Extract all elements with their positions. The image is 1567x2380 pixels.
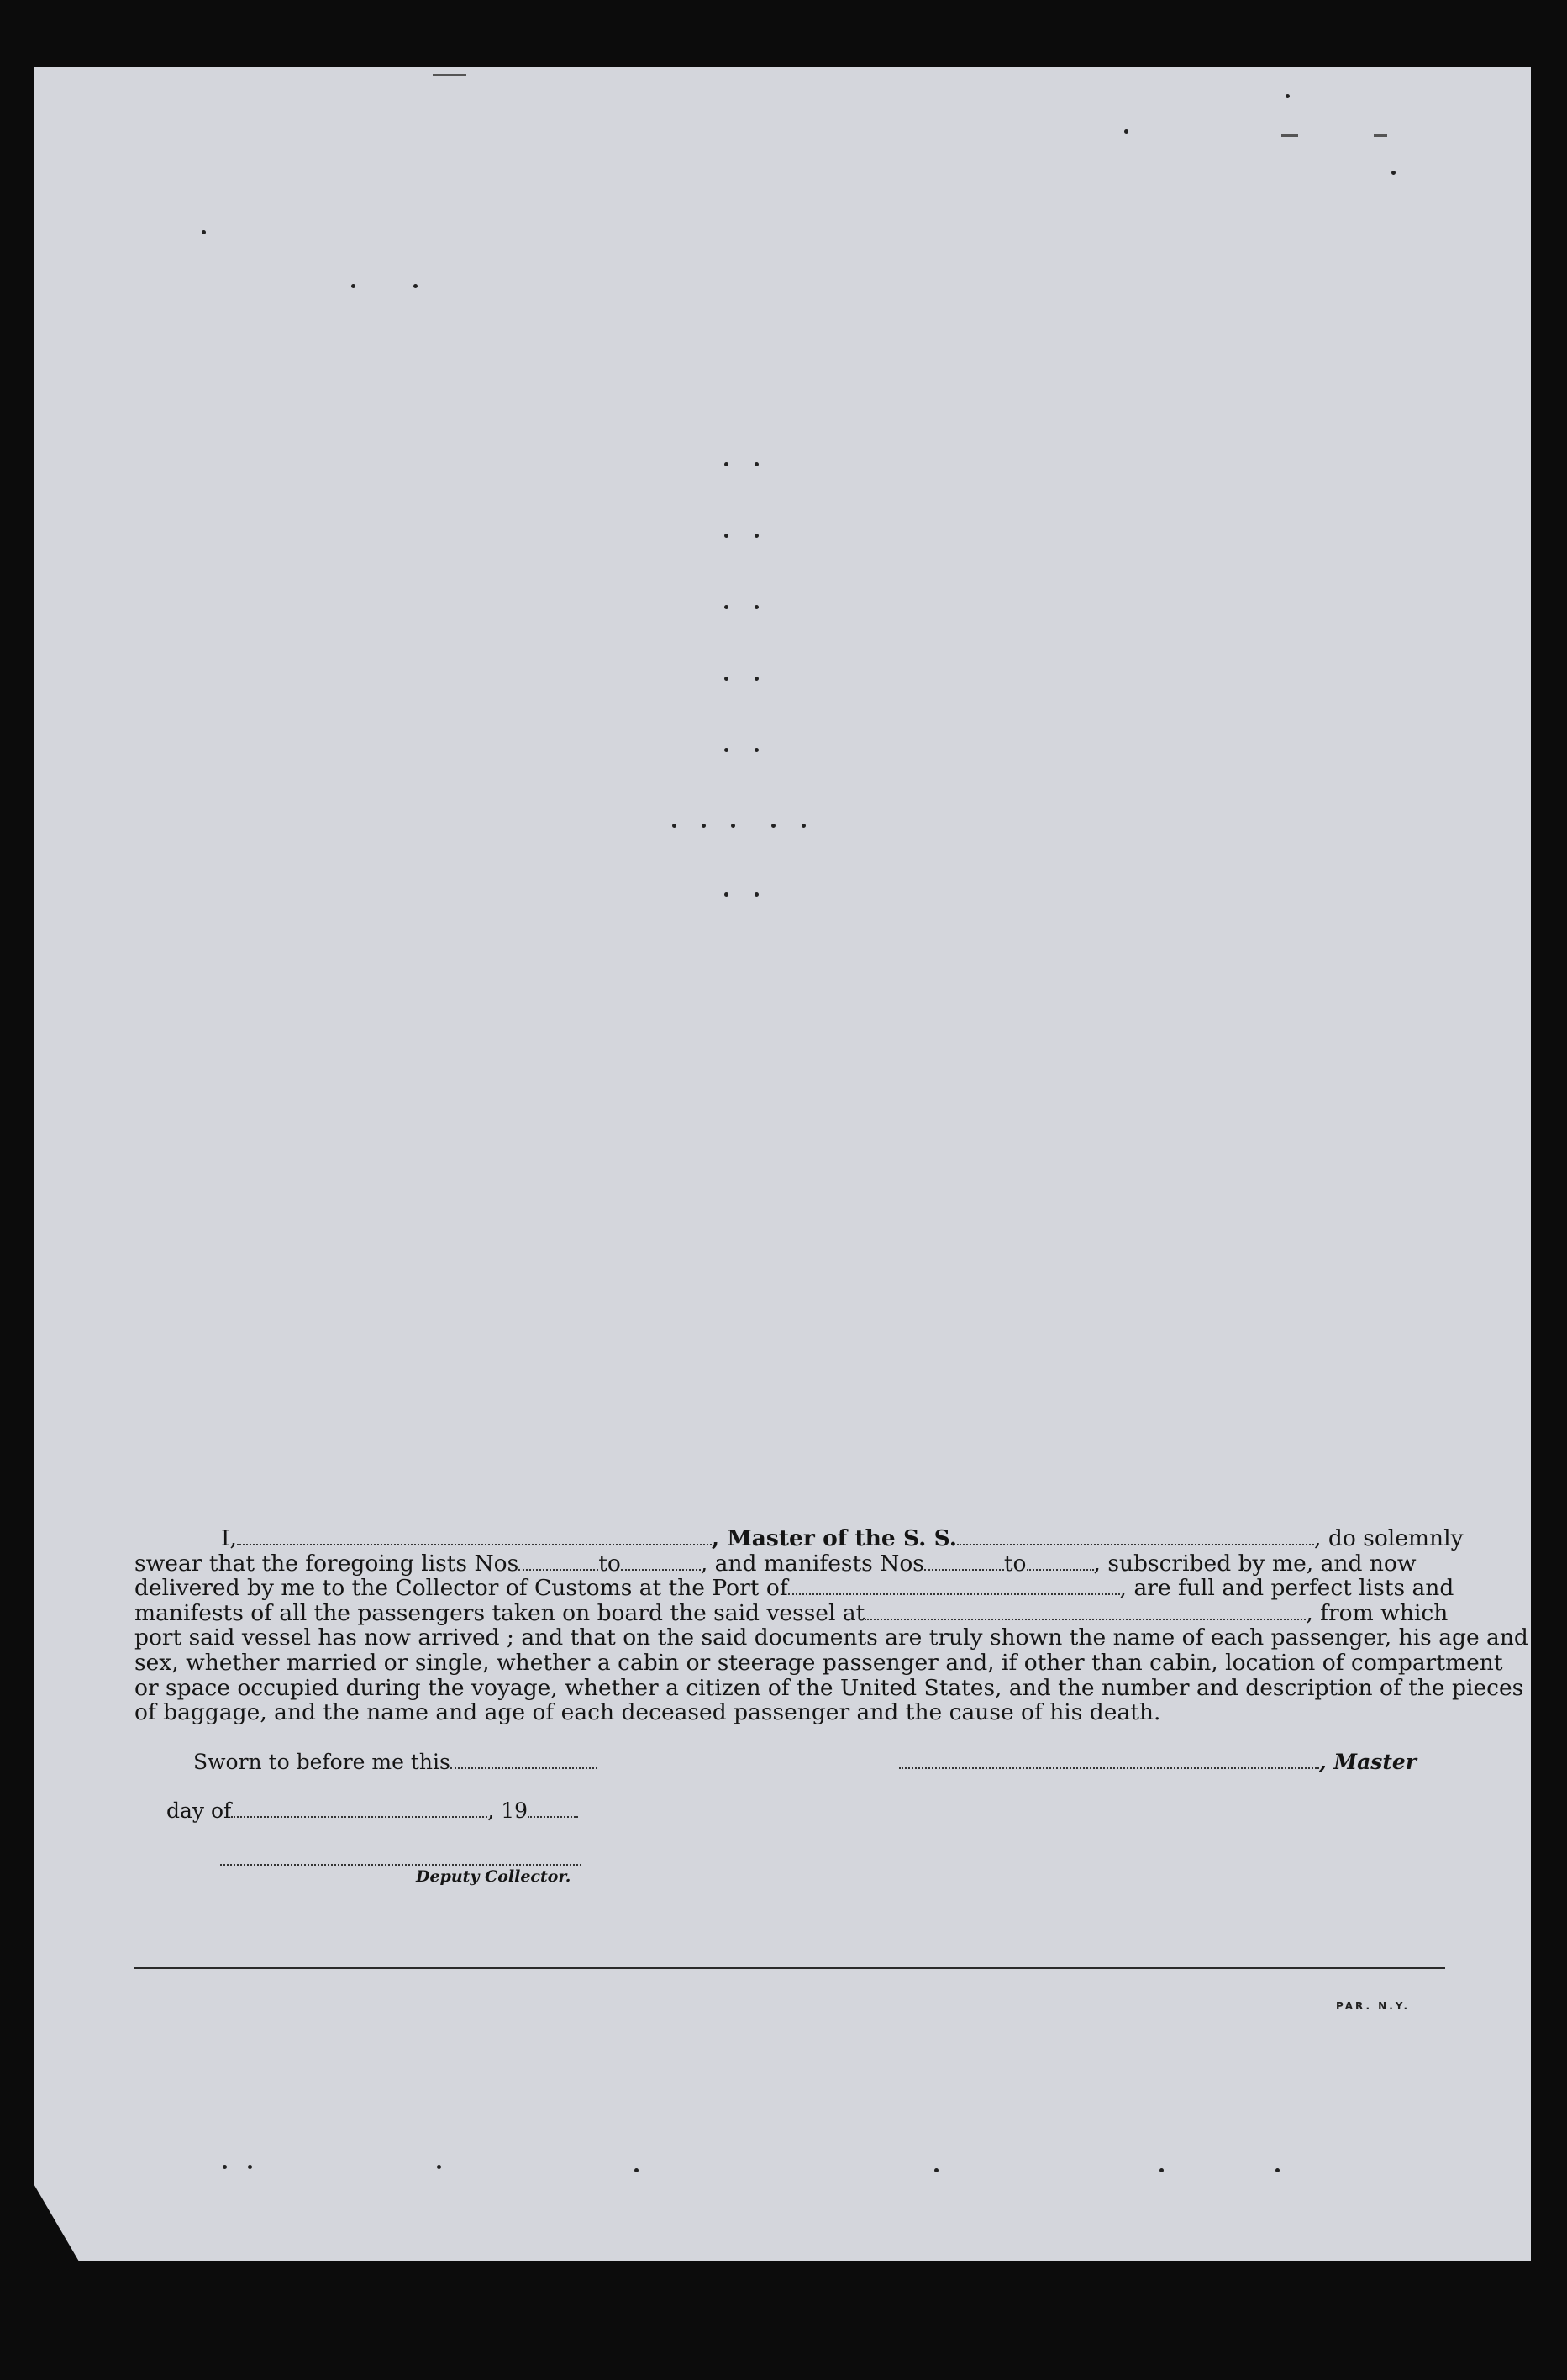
speck [755, 677, 759, 681]
manifest-from-blank [924, 1554, 1004, 1571]
speck [724, 748, 728, 752]
day-of-text: day of [166, 1798, 232, 1823]
speck [1275, 2168, 1280, 2172]
speck [223, 2165, 227, 2169]
deputy-collector-label: Deputy Collector. [416, 1867, 571, 1886]
speck [1124, 129, 1128, 134]
port-blank [788, 1578, 1120, 1595]
speck [934, 2168, 939, 2172]
departure-blank [865, 1603, 1306, 1620]
oath-text: of baggage, and the name and age of each deceased passenger and the cause of his death. [134, 1699, 1161, 1726]
oath-text: manifests of all the passengers taken on board the said vessel at [134, 1599, 865, 1626]
speck [755, 534, 759, 538]
speck [724, 534, 728, 538]
oath-line-6 [134, 1649, 1503, 1676]
speck [755, 748, 759, 752]
oath-text: , do solemnly [1314, 1525, 1464, 1551]
oath-line-8 [134, 1700, 1412, 1725]
speck [724, 462, 728, 466]
master-signature-blank [899, 1767, 1319, 1769]
master-label: , Master [1319, 1750, 1417, 1774]
speck [724, 893, 728, 897]
year-prefix: , 19 [487, 1798, 528, 1823]
sworn-line [193, 1750, 597, 1774]
speck [248, 2165, 252, 2169]
bottom-rule [134, 1967, 1445, 1969]
oath-text: , subscribed by me, and now [1093, 1550, 1417, 1577]
sworn-date-blank [450, 1767, 597, 1769]
year-blank [528, 1816, 578, 1818]
deputy-signature-line [220, 1864, 581, 1866]
speck [672, 824, 676, 828]
speck [1286, 94, 1290, 98]
oath-text: sex, whether married or single, whether a cabin or steerage passenger and, if other than cabin, location of compartment [134, 1649, 1503, 1676]
oath-text: , and manifests Nos [700, 1550, 924, 1577]
smudge [1374, 134, 1387, 137]
name-blank [237, 1529, 712, 1545]
speck [1159, 2168, 1164, 2172]
oath-paragraph [134, 1525, 1528, 1726]
oath-line-2 [134, 1550, 1417, 1577]
oath-text: delivered by me to the Collector of Customs at the Port of [134, 1575, 788, 1602]
speck [755, 893, 759, 897]
oath-line-7 [134, 1674, 1524, 1701]
document-page [34, 67, 1531, 2261]
speck [802, 824, 806, 828]
oath-text: or space occupied during the voyage, whether a citizen of the United States, and the number and description of the pieces [134, 1674, 1524, 1701]
speck [755, 462, 759, 466]
speck [702, 824, 706, 828]
oath-text: to [598, 1550, 621, 1577]
speck [731, 824, 735, 828]
speck [413, 284, 418, 288]
smudge [1281, 134, 1298, 137]
oath-line-4 [134, 1599, 1449, 1626]
vessel-blank [957, 1529, 1314, 1545]
oath-text: , are full and perfect lists and [1119, 1575, 1454, 1602]
list-to-blank [621, 1554, 701, 1571]
sworn-text: Sworn to before me this [193, 1750, 450, 1774]
speck [634, 2168, 639, 2172]
oath-text: I, [221, 1525, 237, 1551]
smudge [433, 74, 466, 76]
speck [1391, 171, 1396, 175]
day-of-blank [231, 1816, 487, 1818]
speck [437, 2165, 441, 2169]
speck [351, 284, 355, 288]
master-signature [899, 1750, 1417, 1774]
oath-line-3 [134, 1575, 1454, 1602]
oath-text: swear that the foregoing lists Nos [134, 1550, 519, 1577]
day-of-line [166, 1798, 578, 1823]
speck [771, 824, 776, 828]
speck [202, 230, 206, 234]
speck [755, 605, 759, 609]
speck [724, 677, 728, 681]
printer-mark: PAR. N.Y. [1336, 2000, 1411, 2012]
oath-text: , Master of the S. S. [711, 1525, 958, 1551]
list-from-blank [518, 1554, 598, 1571]
oath-line-1 [134, 1525, 1464, 1551]
manifest-to-blank [1027, 1554, 1094, 1571]
oath-text: port said vessel has now arrived ; and that on the said documents are truly shown the name of each passenger, his age and [134, 1624, 1528, 1651]
speck [724, 605, 728, 609]
oath-text: , from which [1306, 1599, 1449, 1626]
oath-line-5 [134, 1624, 1528, 1651]
oath-text: to [1003, 1550, 1027, 1577]
